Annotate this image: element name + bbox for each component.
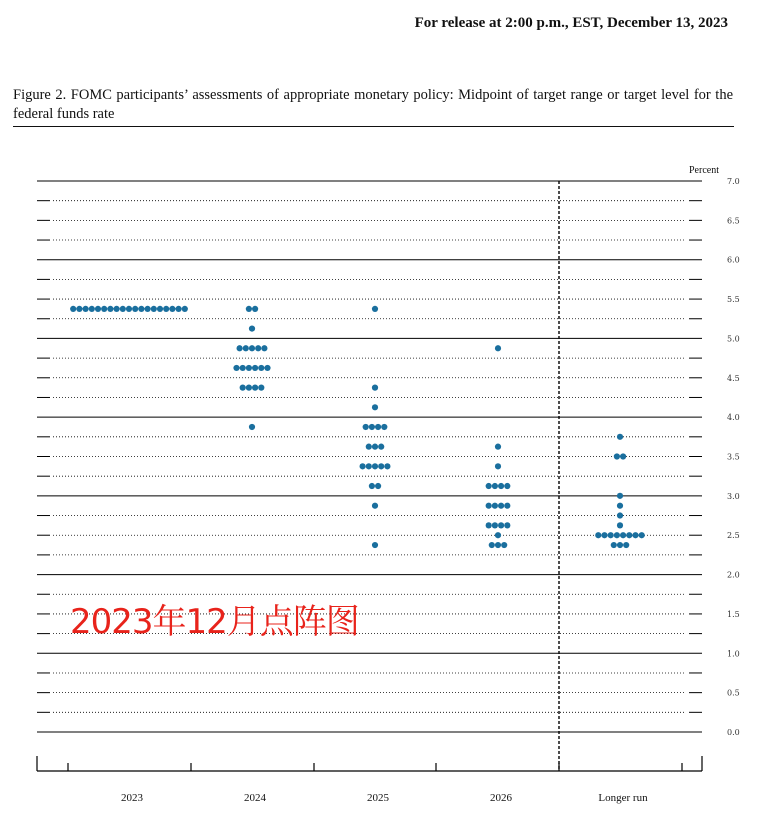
dot-point bbox=[176, 306, 182, 312]
release-note: For release at 2:00 p.m., EST, December 13, 2023 bbox=[414, 15, 728, 31]
dot-point bbox=[623, 542, 629, 548]
dot-point bbox=[264, 365, 270, 371]
x-category-label: 2024 bbox=[244, 792, 266, 804]
y-tick-label: 3.5 bbox=[727, 452, 740, 462]
dot-point bbox=[372, 444, 378, 450]
dot-point bbox=[614, 453, 620, 459]
dot-point bbox=[617, 503, 623, 509]
dot-point bbox=[89, 306, 95, 312]
dot-point bbox=[120, 306, 126, 312]
dot-point bbox=[372, 385, 378, 391]
y-tick-label: 1.5 bbox=[727, 609, 740, 619]
dot-point bbox=[601, 532, 607, 538]
dot-point bbox=[246, 306, 252, 312]
dot-point bbox=[246, 385, 252, 391]
dot-point bbox=[492, 483, 498, 489]
dot-point bbox=[249, 325, 255, 331]
dot-point bbox=[169, 306, 175, 312]
dot-point bbox=[617, 542, 623, 548]
x-category-label: 2026 bbox=[490, 792, 512, 804]
x-category-label: 2023 bbox=[121, 792, 143, 804]
dot-point bbox=[495, 532, 501, 538]
dot-point bbox=[384, 463, 390, 469]
dot-point bbox=[486, 522, 492, 528]
dot-point bbox=[617, 493, 623, 499]
dot-point bbox=[76, 306, 82, 312]
x-category-label: Longer run bbox=[598, 792, 648, 804]
dot-point bbox=[378, 444, 384, 450]
dot-point bbox=[620, 532, 626, 538]
dot-point bbox=[504, 503, 510, 509]
dot-point bbox=[249, 424, 255, 430]
y-tick-label: 6.0 bbox=[727, 255, 740, 265]
dot-point bbox=[617, 434, 623, 440]
dot-point bbox=[492, 503, 498, 509]
dot-point bbox=[617, 522, 623, 528]
dot-point bbox=[492, 522, 498, 528]
dot-point bbox=[249, 345, 255, 351]
dot-point bbox=[486, 483, 492, 489]
dot-point bbox=[369, 424, 375, 430]
dot-point bbox=[617, 512, 623, 518]
dot-point bbox=[504, 483, 510, 489]
y-tick-label: 6.5 bbox=[727, 216, 740, 226]
y-tick-label: 4.0 bbox=[727, 413, 740, 423]
dot-point bbox=[182, 306, 188, 312]
dot-point bbox=[608, 532, 614, 538]
y-tick-label: 5.0 bbox=[727, 334, 740, 344]
dot-point bbox=[498, 483, 504, 489]
dot-point bbox=[126, 306, 132, 312]
dot-point bbox=[252, 365, 258, 371]
dot-point bbox=[258, 385, 264, 391]
dot-point bbox=[366, 463, 372, 469]
dot-point bbox=[243, 345, 249, 351]
dot-point bbox=[495, 463, 501, 469]
dot-point bbox=[240, 365, 246, 371]
dot-point bbox=[360, 463, 366, 469]
y-tick-label: 5.5 bbox=[727, 295, 740, 305]
dot-point bbox=[163, 306, 169, 312]
y-tick-label: 2.5 bbox=[727, 531, 740, 541]
dot-point bbox=[233, 365, 239, 371]
dot-point bbox=[240, 385, 246, 391]
dot-point bbox=[375, 424, 381, 430]
dot-point bbox=[101, 306, 107, 312]
dot-point bbox=[261, 345, 267, 351]
dot-point bbox=[614, 532, 620, 538]
dot-point bbox=[372, 503, 378, 509]
dot-point bbox=[375, 483, 381, 489]
dot-point bbox=[639, 532, 645, 538]
dot-point bbox=[498, 522, 504, 528]
dot-point bbox=[83, 306, 89, 312]
dot-point bbox=[501, 542, 507, 548]
dot-point bbox=[95, 306, 101, 312]
dot-point bbox=[381, 424, 387, 430]
dot-plot-chart bbox=[0, 160, 764, 820]
dot-point bbox=[498, 503, 504, 509]
y-tick-label: 3.0 bbox=[727, 491, 740, 501]
dot-point bbox=[369, 483, 375, 489]
figure-title: Figure 2. FOMC participants’ assessments of appropriate monetary policy: Midpoint of target range or target level for the federal funds rate bbox=[13, 87, 733, 122]
dot-point bbox=[246, 365, 252, 371]
dot-point bbox=[237, 345, 243, 351]
dot-point bbox=[378, 463, 384, 469]
x-category-label: 2025 bbox=[367, 792, 389, 804]
dot-point bbox=[504, 522, 510, 528]
dot-point bbox=[611, 542, 617, 548]
dot-point bbox=[258, 365, 264, 371]
dot-point bbox=[70, 306, 76, 312]
title-rule bbox=[13, 126, 734, 127]
dot-point bbox=[632, 532, 638, 538]
dot-point bbox=[489, 542, 495, 548]
y-tick-label: 2.0 bbox=[727, 570, 740, 580]
overlay-annotation: 2023年12月点阵图 bbox=[70, 602, 359, 642]
dot-point bbox=[495, 345, 501, 351]
dot-point bbox=[486, 503, 492, 509]
dot-point bbox=[620, 453, 626, 459]
dot-point bbox=[252, 306, 258, 312]
dot-point bbox=[132, 306, 138, 312]
dot-point bbox=[372, 404, 378, 410]
dot-point bbox=[157, 306, 163, 312]
y-axis-label: Percent bbox=[689, 165, 719, 176]
dot-point bbox=[252, 385, 258, 391]
dot-point bbox=[372, 542, 378, 548]
dot-point bbox=[626, 532, 632, 538]
y-tick-label: 1.0 bbox=[727, 649, 740, 659]
y-tick-label: 0.0 bbox=[727, 728, 740, 737]
dot-point bbox=[114, 306, 120, 312]
dot-point bbox=[495, 542, 501, 548]
y-tick-label: 7.0 bbox=[727, 177, 740, 186]
dot-point bbox=[366, 444, 372, 450]
dot-point bbox=[363, 424, 369, 430]
dot-point bbox=[151, 306, 157, 312]
dot-point bbox=[255, 345, 261, 351]
dot-point bbox=[595, 532, 601, 538]
dot-point bbox=[495, 444, 501, 450]
dot-point bbox=[372, 463, 378, 469]
dot-point bbox=[138, 306, 144, 312]
dot-point bbox=[145, 306, 151, 312]
dot-point bbox=[107, 306, 113, 312]
dot-point bbox=[372, 306, 378, 312]
y-tick-label: 0.5 bbox=[727, 688, 740, 698]
y-tick-label: 4.5 bbox=[727, 373, 740, 383]
